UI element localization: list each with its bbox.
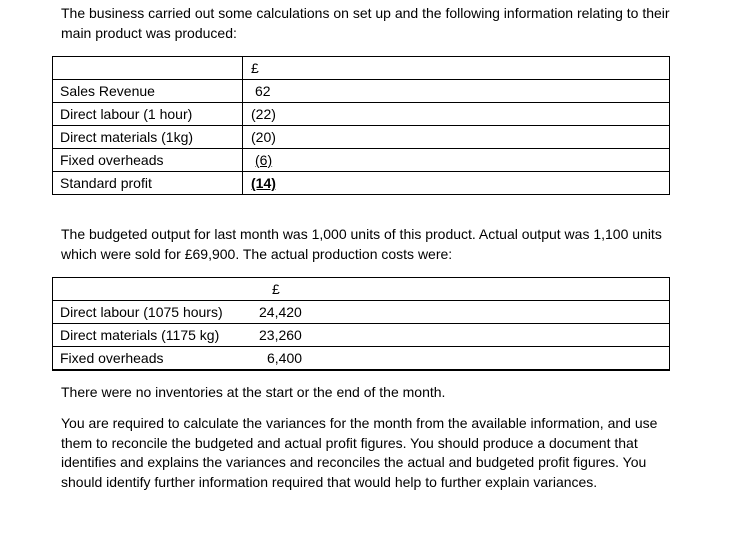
- row-label: Direct materials (1175 kg): [60, 327, 220, 343]
- task-paragraph: You are required to calculate the variances for the month from the available information, and use them to reconcile the budgeted and actual profit figures. You should produce a document that identifies and explains the variances and reconciles the actual and budgeted profit figures. You should identify further information required that would help to further explain variances.: [61, 415, 658, 490]
- table-row: [53, 103, 670, 126]
- intro-paragraph: The business carried out some calculations on set up and the following information relating to their main product was produced:: [61, 5, 670, 41]
- currency-header: £: [243, 57, 670, 80]
- row-value: 6,400: [267, 350, 303, 366]
- inventory-paragraph: There were no inventories at the start or the end of the month.: [61, 384, 446, 400]
- table-row: [53, 149, 670, 172]
- row-value: (22): [243, 103, 670, 126]
- row-value: 24,420: [259, 304, 302, 320]
- budget-paragraph: The budgeted output for last month was 1,000 units of this product. Actual output was 1,100 units which were sold for £69,900. The actual production costs were:: [61, 226, 662, 262]
- row-value: (6): [255, 152, 273, 168]
- row-value: (14): [251, 175, 276, 191]
- table-row: [53, 126, 670, 149]
- currency-header: £: [53, 278, 670, 301]
- table-row: [53, 301, 670, 324]
- standard-cost-table: [52, 56, 670, 195]
- table-row: [53, 57, 670, 80]
- actual-cost-table: [52, 277, 670, 371]
- table-row: [53, 172, 670, 195]
- row-value: 23,260: [259, 327, 302, 343]
- row-value: (20): [243, 126, 670, 149]
- header-label-cell: [53, 57, 243, 80]
- table-row: [53, 80, 670, 103]
- row-label: Direct labour (1075 hours): [60, 304, 223, 320]
- row-label: Fixed overheads: [53, 149, 243, 172]
- table-row: [53, 324, 670, 347]
- row-label: Standard profit: [53, 172, 243, 195]
- row-label: Direct labour (1 hour): [53, 103, 243, 126]
- row-label: Fixed overheads: [60, 350, 164, 366]
- table-row: [53, 347, 670, 371]
- table-row: [53, 278, 670, 301]
- row-value: 62: [243, 80, 670, 103]
- row-label: Direct materials (1kg): [53, 126, 243, 149]
- row-label: Sales Revenue: [53, 80, 243, 103]
